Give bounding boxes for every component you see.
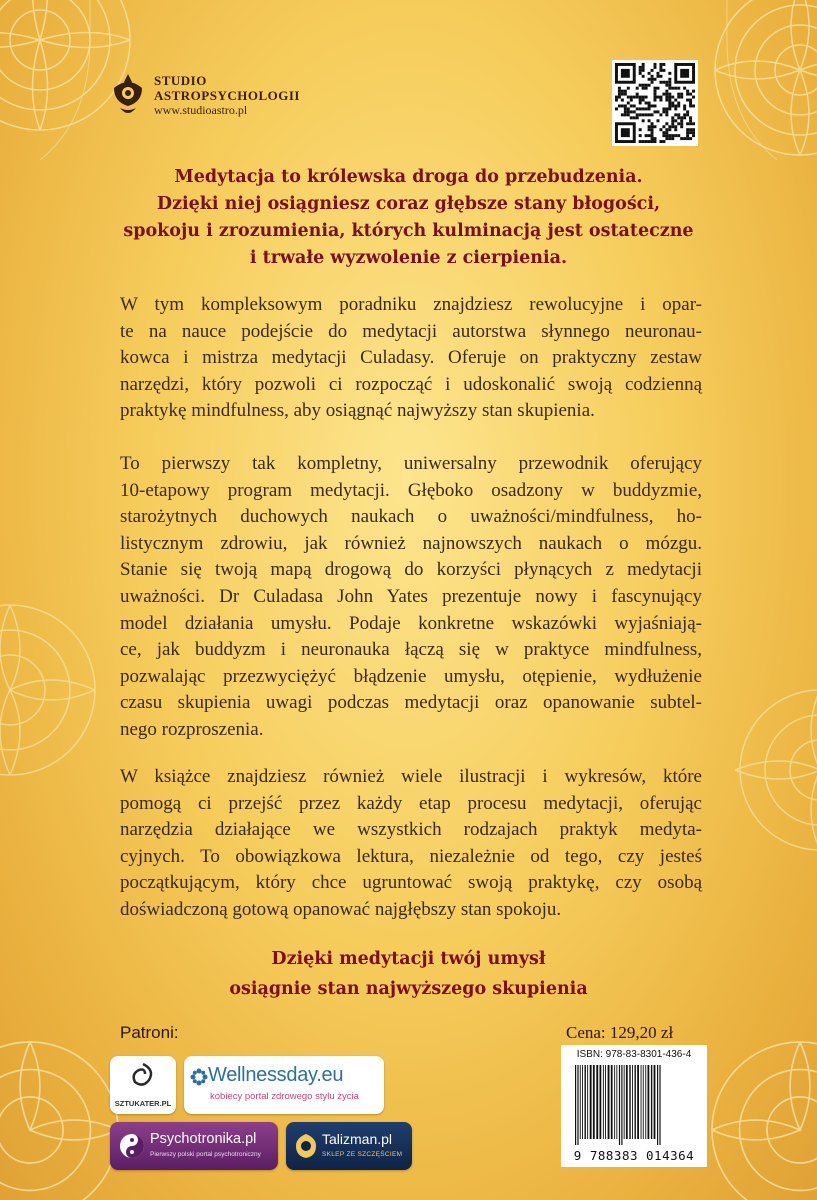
talizman-tagline: SKLEP ZE SZCZĘŚCIEM xyxy=(322,1151,403,1158)
paragraph-line: listycznym zdrowiu, jak również najnowszych naukach o mózgu. xyxy=(120,532,702,554)
paragraph-line: ce, jak buddyzm i neuronauka łączą się w praktyce mindfulness, xyxy=(120,639,702,661)
paragraph-line: starożytnych duchowych naukach o uważności/mindfulness, ho- xyxy=(120,506,702,528)
talizman-name: Talizman.pl xyxy=(322,1131,393,1147)
sztukater-emblem-icon xyxy=(129,1062,157,1092)
isbn-barcode xyxy=(561,1045,707,1167)
price-label: Cena: 129,20 zł xyxy=(566,1023,674,1042)
publisher-name-line1: STUDIO xyxy=(154,73,207,89)
yin-yang-icon xyxy=(118,1132,146,1160)
closing-line: osiągnie stan najwyższego skupienia xyxy=(229,979,588,999)
lead-paragraph xyxy=(100,164,717,272)
qr-code-icon xyxy=(612,60,698,146)
paragraph-line: praktykę mindfulness, aby osiągnąć najwyższy stan skupienia. xyxy=(120,400,595,422)
body-paragraph xyxy=(120,764,702,924)
lead-line: Medytacja to królewska droga do przebudzenia. xyxy=(174,167,643,187)
lead-line: Dzięki niej osiągniesz coraz głębsze stany błogości, xyxy=(156,194,661,214)
lead-line: spokoju i zrozumienia, których kulminacją jest ostateczne xyxy=(123,221,694,241)
paragraph-line: pomogą ci przejść przez każdy etap procesu medytacji, oferując xyxy=(120,792,702,814)
patron-psychotronika-logo xyxy=(110,1122,278,1170)
wellnessday-tagline: kobiecy portal zdrowego stylu życia xyxy=(210,1091,359,1102)
paragraph-line: Stanie się twoją mapą drogową do korzyści płynących z medytacji xyxy=(120,559,702,581)
flower-icon xyxy=(190,1068,208,1086)
lead-line: i trwałe wyzwolenie z cierpienia. xyxy=(249,248,568,268)
lotus-logo-icon xyxy=(110,72,146,120)
ean-number: 9 788383 014364 xyxy=(573,1148,695,1163)
paragraph-line: doświadczoną gotową opanować najgłębszy stan spokoju. xyxy=(120,898,562,920)
publisher-logo xyxy=(110,72,300,120)
paragraph-line: narzędzi, który pozwoli ci rozpocząć i udoskonalić swoją codzienną xyxy=(120,373,702,395)
isbn-number: ISBN: 978-83-8301-436-4 xyxy=(576,1049,692,1060)
paragraph-line: model działania umysłu. Podaje konkretne wskazówki wyjaśniają- xyxy=(120,612,702,634)
body-paragraph xyxy=(120,292,702,425)
body-paragraph xyxy=(120,451,702,744)
wellnessday-name: Wellnessday.eu xyxy=(208,1064,344,1086)
psychotronika-name: Psychotronika.pl xyxy=(150,1131,257,1147)
closing-statement xyxy=(100,944,717,1004)
paragraph-line: uważności. Dr Culadasa John Yates prezentuje nowy i fascynujący xyxy=(120,585,702,607)
patrons-label: Patroni: xyxy=(120,1023,179,1042)
paragraph-line: pozwalając przezwyciężyć błądzenie umysłu, otępienie, wydłużenie xyxy=(120,665,702,687)
paragraph-line: To pierwszy tak kompletny, uniwersalny przewodnik oferujący xyxy=(120,453,702,474)
psychotronika-tagline: Pierwszy polski portal psychotroniczny xyxy=(150,1151,261,1158)
paragraph-line: W książce znajdziesz również wiele ilustracji i wykresów, które xyxy=(120,766,702,787)
paragraph-line: 10-etapowy program medytacji. Głęboko osadzony w buddyzmie, xyxy=(120,479,702,501)
sztukater-name: SZTUKATER.PL xyxy=(114,1099,172,1108)
paragraph-line: te na nauce podejście do medytacji autorstwa słynnego neuronau- xyxy=(120,320,702,342)
paragraph-line: czasu skupienia uwagi podczas medytacji oraz opanowanie subtel- xyxy=(120,692,702,714)
patron-talizman-logo xyxy=(286,1122,412,1170)
paragraph-line: kowca i mistrza medytacji Culadasy. Oferuje on praktyczny zestaw xyxy=(120,347,702,369)
talizman-emblem-icon xyxy=(294,1132,318,1160)
paragraph-line: cyjnych. To obowiązkowa lektura, niezależnie od tego, czy jesteś xyxy=(120,845,702,867)
publisher-name-line2: ASTROPSYCHOLOGII xyxy=(154,88,300,104)
paragraph-line: nego rozproszenia. xyxy=(120,718,264,740)
patron-sztukater-logo xyxy=(110,1056,176,1114)
paragraph-line: początkującym, który chce ugruntować swoją praktykę, czy osobą xyxy=(120,872,702,894)
paragraph-line: narzędzia działające we wszystkich rodzajach praktyk medyta- xyxy=(120,819,702,841)
patron-wellnessday-logo xyxy=(184,1056,384,1114)
paragraph-line: W tym kompleksowym poradniku znajdziesz rewolucyjne i opar- xyxy=(120,294,702,315)
publisher-url: www.studioastro.pl xyxy=(154,103,248,118)
closing-line: Dzięki medytacji twój umysł xyxy=(271,949,546,969)
barcode-icon xyxy=(571,1065,697,1145)
